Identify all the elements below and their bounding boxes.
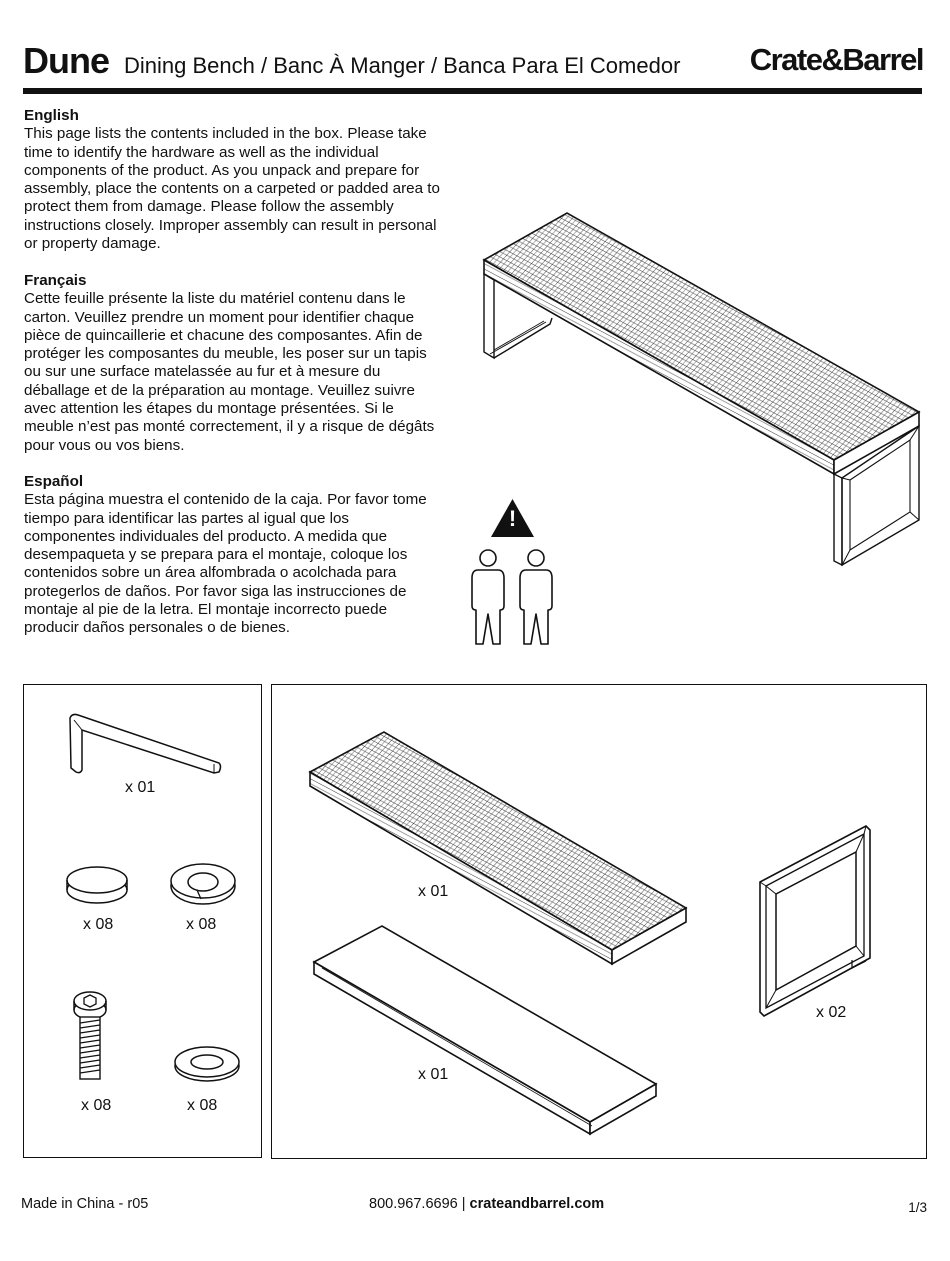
footer-website-link[interactable]: crateandbarrel.com	[469, 1196, 605, 1212]
flat-washer-icon	[171, 1042, 245, 1084]
assembled-bench-illustration	[470, 200, 930, 580]
english-text: This page lists the contents included in the box. Please take time to identify the hardware as well as the individual components of the product. As you unpack and prepare for assembly, place the contents on a carpeted or padded area to protect them from damage. Please follow the assembly instructions closely. Improper assembly can result in personal or property damage.	[24, 125, 440, 253]
spanish-text: Esta página muestra el contenido de la caja. Por favor tome tiempo para identificar las partes al igual que los componentes individuales del producto. A medida que desempaqueta y se prepara para el montaje, coloque los contenidos sobre un área alfombrada o acolchada para protegerlos de daños. Por favor siga las instrucciones de montaje al pie de la letra. El montaje incorrecto puede producir daños personales o de bienes.	[24, 491, 427, 637]
page-number: 1/3	[908, 1200, 927, 1215]
two-person-icon	[466, 548, 558, 648]
spanish-heading: Español	[24, 473, 84, 490]
intro-spanish	[24, 473, 444, 638]
french-text: Cette feuille présente la liste du matériel contenu dans le carton. Veuillez prendre un moment pour identifier chaque pièce de quincaillerie et chacune des composantes. Afin de protéger les composantes du meuble, les poser sur un tapis ou sur une surface matelassée au fur et à mesure du déballage et de la préparation au montage. Veuillez suivre avec attention les étapes du montage présentées. Si le meuble n’est pas monté correctement, il y a risque de dégâts pour vous ou vos biens.	[24, 290, 435, 454]
bolt-quantity: x 08	[81, 1097, 112, 1114]
french-heading: Français	[24, 272, 87, 289]
allen-key-icon	[62, 708, 227, 778]
seat-board-quantity: x 01	[418, 1066, 449, 1083]
brand-logo: Crate&Barrel	[749, 42, 923, 77]
bolt-icon	[70, 988, 112, 1084]
footer-separator: |	[461, 1196, 466, 1212]
cap-quantity: x 08	[83, 916, 114, 933]
seat-top-quantity: x 01	[418, 883, 449, 900]
english-heading: English	[24, 107, 79, 124]
page-header	[23, 36, 923, 90]
leg-frame-quantity: x 02	[816, 1004, 847, 1021]
allen-key-quantity: x 01	[125, 779, 156, 796]
product-subtitle: Dining Bench / Banc À Manger / Banca Para El Comedor	[124, 53, 681, 78]
footer-origin: Made in China - r05	[21, 1196, 149, 1212]
leg-frame-illustration	[752, 822, 876, 1018]
cap-icon	[64, 862, 134, 906]
header-divider	[23, 88, 922, 94]
intro-french	[24, 272, 444, 455]
flat-washer-quantity: x 08	[187, 1097, 218, 1114]
warning-symbol: !	[508, 506, 517, 531]
lock-washer-quantity: x 08	[186, 916, 217, 933]
footer-phone: 800.967.6696	[369, 1196, 458, 1212]
footer-contact	[369, 1196, 604, 1212]
intro-english	[24, 107, 444, 253]
lock-washer-icon	[167, 860, 241, 910]
product-name: Dune	[23, 40, 109, 81]
seat-board-illustration	[310, 922, 665, 1142]
